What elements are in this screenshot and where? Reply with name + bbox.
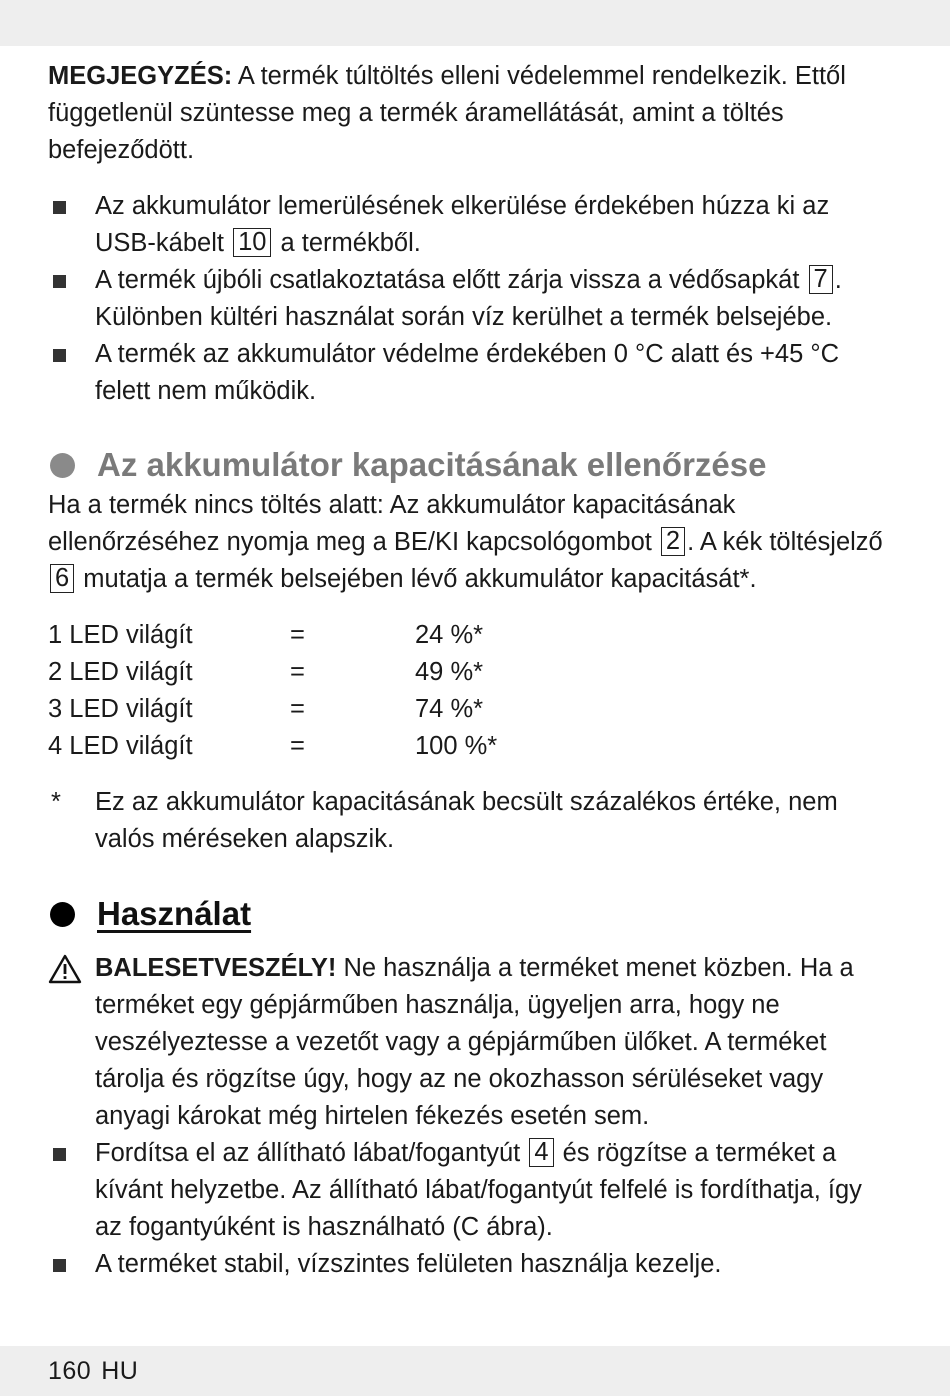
square-bullet-icon (53, 201, 66, 214)
list-item: A termék újbóli csatlakoztatása előtt zárja vissza a védősapkát 7 . Különben kültéri használat során víz kerülhet a termék belsejébe. (48, 262, 888, 336)
bullet-list-2 (48, 1135, 888, 1283)
square-bullet-icon (53, 275, 66, 288)
warning-text: Ne használja a terméket menet közben. Ha a terméket egy gépjárműben használja, ügyeljen arra, hogy ne veszélyeztesse a vezetőt vagy a gépjárműben ülőket. A terméket tárolja és rögzítse úgy, hogy az ne okozhasson sérüléseket vagy anyagi károkat még hirtelen fékezés esetén sem. (95, 954, 854, 1130)
reference-number: 10 (233, 228, 271, 257)
battery-check-paragraph: Ha a termék nincs töltés alatt: Az akkumulátor kapacitásának ellenőrzéséhez nyomja meg a BE/KI kapcsológombot 2 . A kék töltésjelző 6 mutatja a termék belsejében lévő akkumulátor kapacitását*. (48, 491, 883, 593)
section-heading-usage (48, 892, 888, 936)
list-item: A terméket stabil, vízszintes felületen használja kezelje. (48, 1246, 888, 1283)
footnote-text: Ez az akkumulátor kapacitásának becsült százalékos értéke, nem valós méréseken alapszik. (95, 788, 838, 853)
section-title: Az akkumulátor kapacitásának ellenőrzése (97, 446, 767, 483)
section-title: Használat (97, 895, 252, 932)
square-bullet-icon (53, 349, 66, 362)
list-item: A termék az akkumulátor védelme érdekében 0 °C alatt és +45 °C felett nem működik. (48, 336, 888, 410)
note-text: A termék túltöltés elleni védelemmel rendelkezik. Ettől függetlenül szüntesse meg a termék áramellátását, amint a töltés befejeződött. (48, 62, 846, 164)
warning-triangle-icon (48, 954, 82, 984)
led-capacity-table (48, 617, 888, 765)
table-row: 3 LED világít = 74 %* (48, 695, 484, 723)
note-paragraph (48, 58, 888, 169)
section-heading-battery-check (48, 443, 888, 487)
reference-number: 6 (50, 564, 74, 593)
bullet-circle-icon (50, 453, 75, 478)
warning-label: BALESETVESZÉLY! (95, 954, 337, 982)
square-bullet-icon (53, 1148, 66, 1161)
list-item: Az akkumulátor lemerülésének elkerülése érdekében húzza ki az USB-kábelt 10 a termékből. (48, 188, 888, 262)
bullet-circle-icon (50, 902, 75, 927)
table-row: 2 LED világít = 49 %* (48, 658, 484, 686)
table-row: 1 LED világít = 24 %* (48, 621, 484, 649)
page-footer (48, 1357, 148, 1386)
reference-number: 4 (529, 1138, 553, 1167)
footnote-mark: * (51, 788, 61, 816)
warning-paragraph (48, 950, 888, 1135)
page-content (48, 58, 888, 1283)
note-label: MEGJEGYZÉS: (48, 62, 233, 90)
page-number: 160 (48, 1357, 92, 1385)
reference-number: 7 (809, 265, 833, 294)
reference-number: 2 (661, 527, 685, 556)
bullet-list-1 (48, 188, 888, 410)
language-code: HU (101, 1357, 139, 1385)
footnote (48, 784, 888, 858)
list-item: Fordítsa el az állítható lábat/fogantyút 4 és rögzítse a terméket a kívánt helyzetbe. Az állítható lábat/fogantyút felfelé is fordíthatja, így az fogantyúként is használható (C ábra). (48, 1135, 888, 1246)
header-band (0, 0, 950, 46)
square-bullet-icon (53, 1259, 66, 1272)
table-row: 4 LED világít = 100 %* (48, 732, 498, 760)
